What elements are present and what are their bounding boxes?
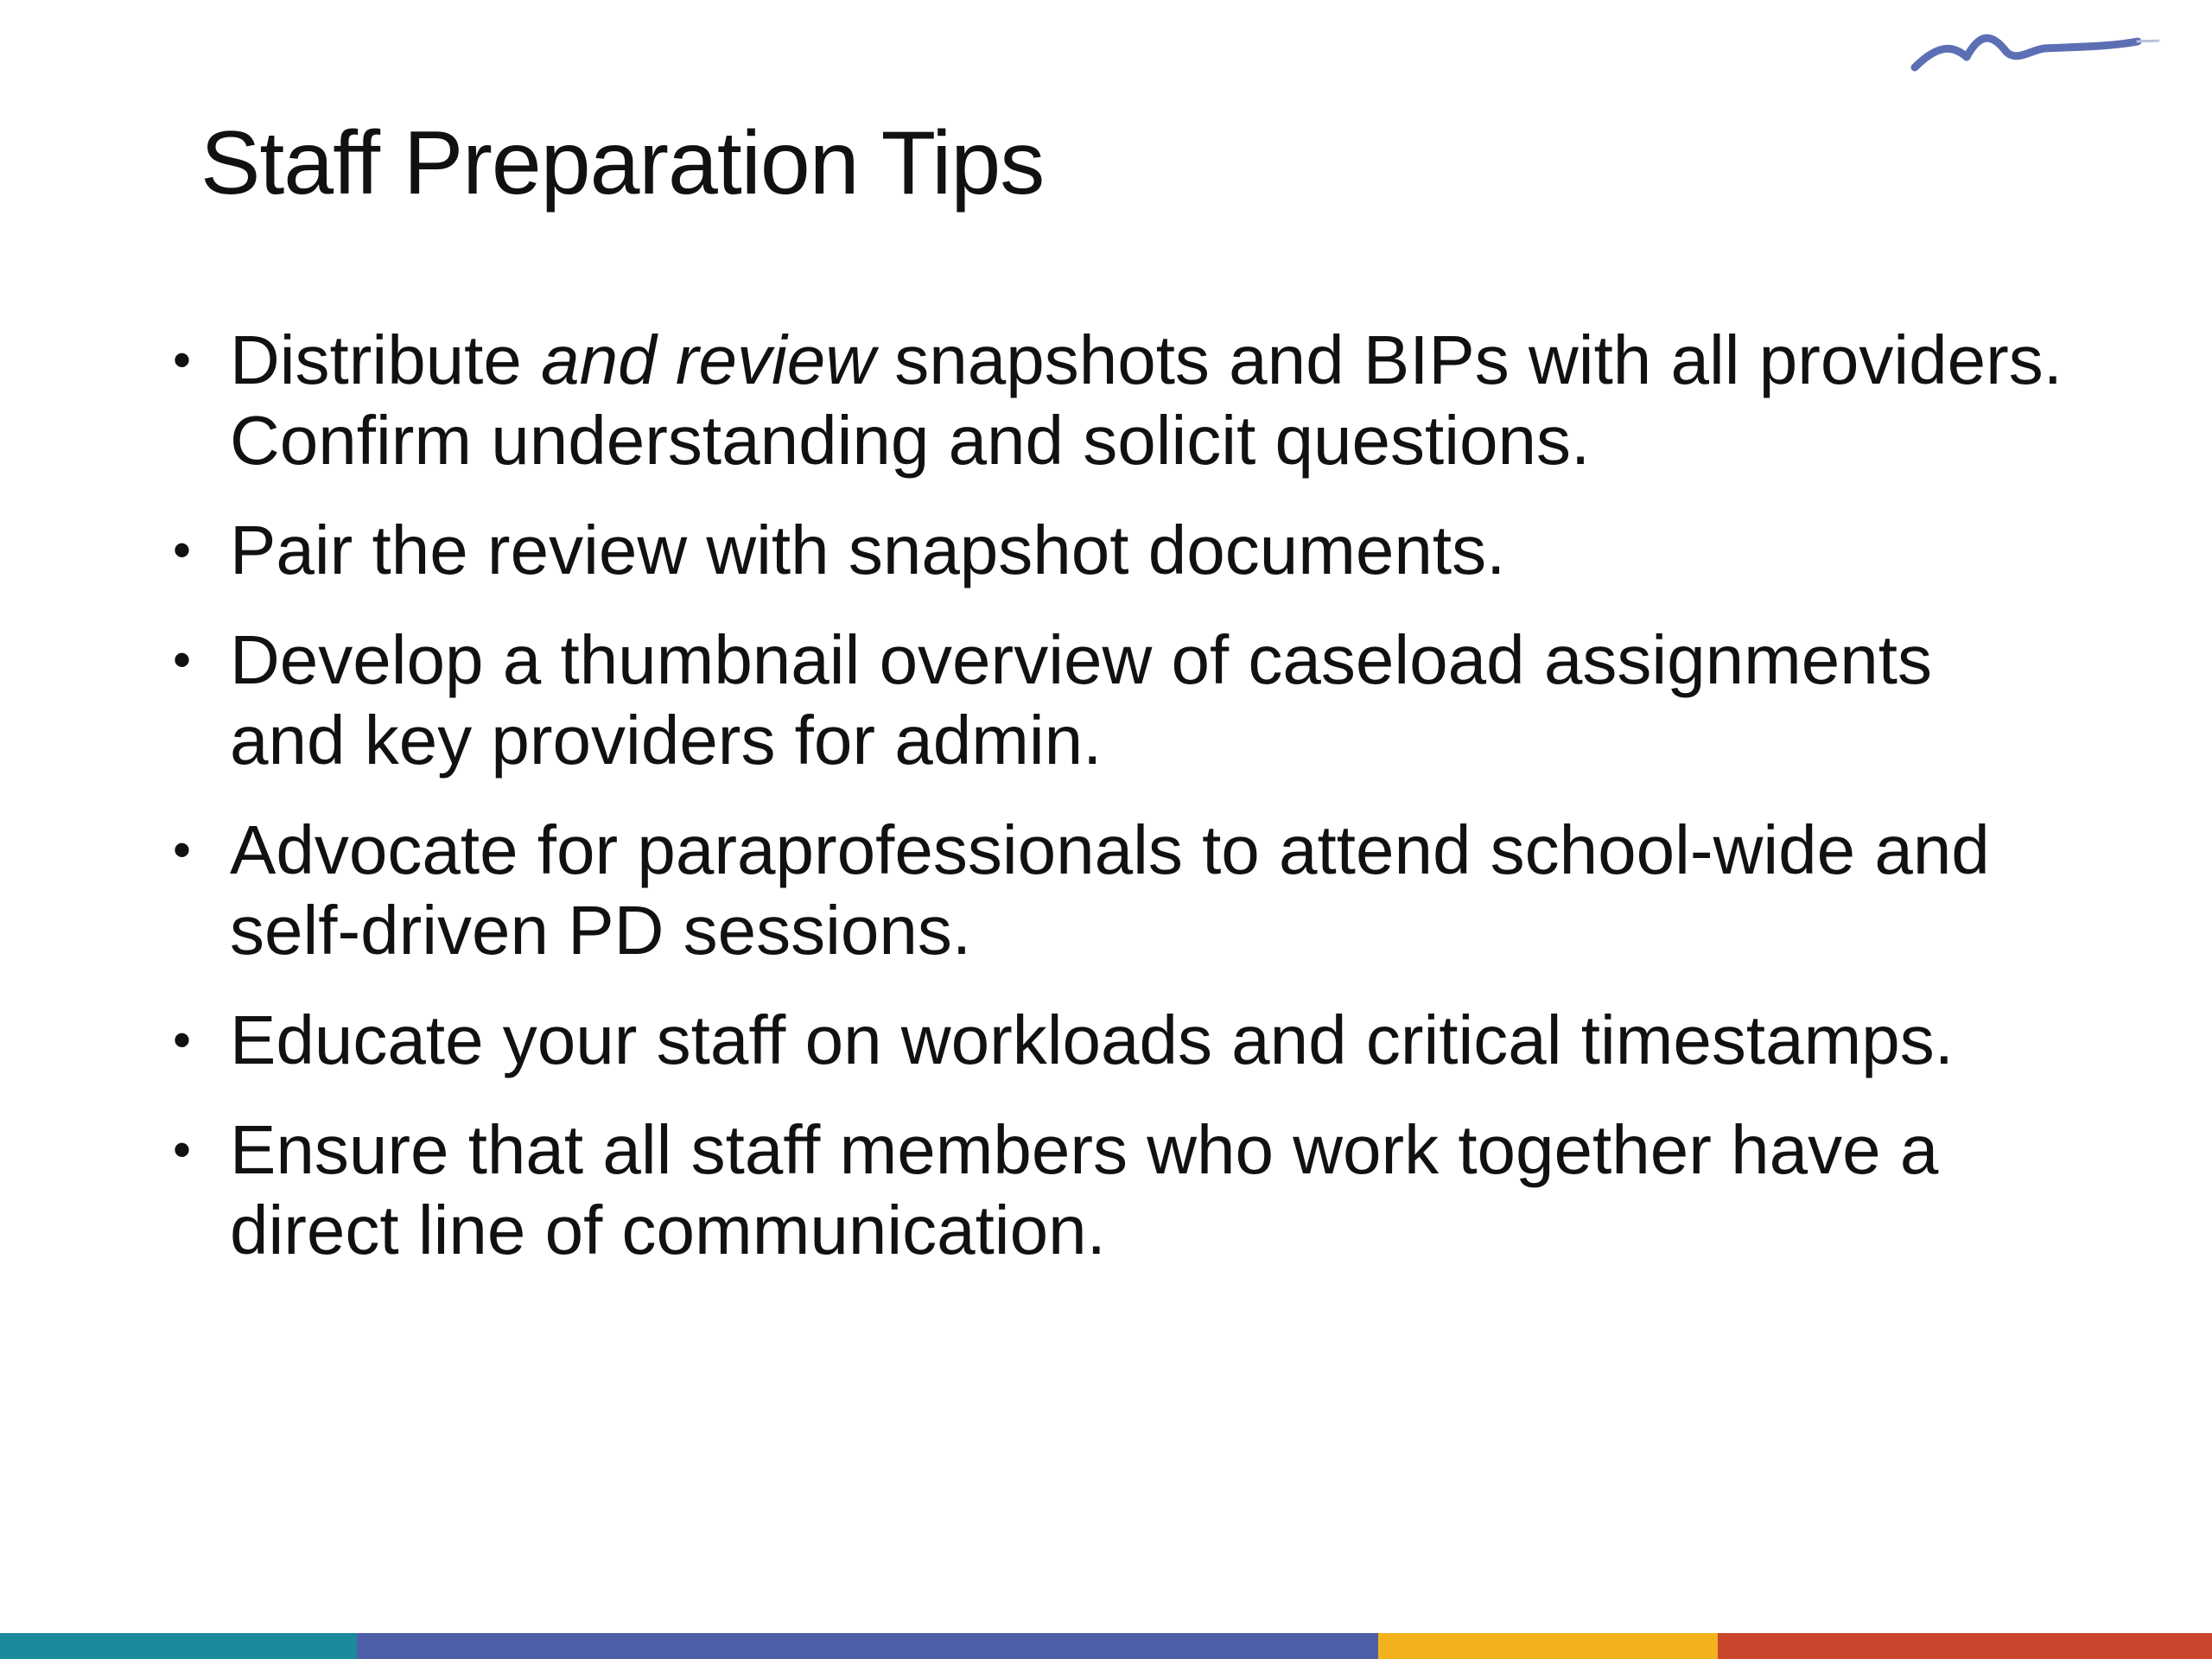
bullet-text: Educate your staff on workloads and critical timestamps.: [230, 1001, 1954, 1078]
bullet-text: Advocate for paraprofessionals to attend school-wide and self-driven PD sessions.: [230, 811, 1990, 969]
bullet-list: [164, 320, 2065, 1300]
bullet-icon: •: [173, 821, 192, 879]
footer-segment-blue: [357, 1633, 1378, 1659]
footer-segment-yellow: [1378, 1633, 1718, 1659]
list-item: [164, 620, 2065, 780]
footer-color-bar: [0, 1633, 2212, 1659]
list-item: [164, 320, 2065, 480]
bullet-text-emphasis: and review: [541, 321, 875, 398]
bullet-text-part: snapshots and BIPs with all providers. Confirm understanding and solicit questions.: [230, 321, 2063, 479]
list-item: [164, 810, 2065, 970]
list-item: [164, 1000, 2065, 1080]
list-item: [164, 1109, 2065, 1270]
bullet-text: Develop a thumbnail overview of caseload assignments and key providers for admin.: [230, 621, 1932, 779]
bullet-icon: •: [173, 521, 192, 579]
bullet-icon: •: [173, 631, 192, 689]
footer-segment-teal: [0, 1633, 357, 1659]
bullet-icon: •: [173, 331, 192, 389]
slide-title: Staff Preparation Tips: [200, 113, 1045, 213]
mountain-wave-logo-icon: [1910, 24, 2160, 76]
bullet-text: Pair the review with snapshot documents.: [230, 512, 1506, 588]
bullet-icon: •: [173, 1121, 192, 1179]
list-item: [164, 510, 2065, 590]
bullet-text-part: Distribute: [230, 321, 542, 398]
bullet-text: Ensure that all staff members who work together have a direct line of communication.: [230, 1111, 1939, 1268]
footer-segment-red: [1718, 1633, 2212, 1659]
bullet-text: [230, 321, 2063, 479]
bullet-icon: •: [173, 1011, 192, 1069]
